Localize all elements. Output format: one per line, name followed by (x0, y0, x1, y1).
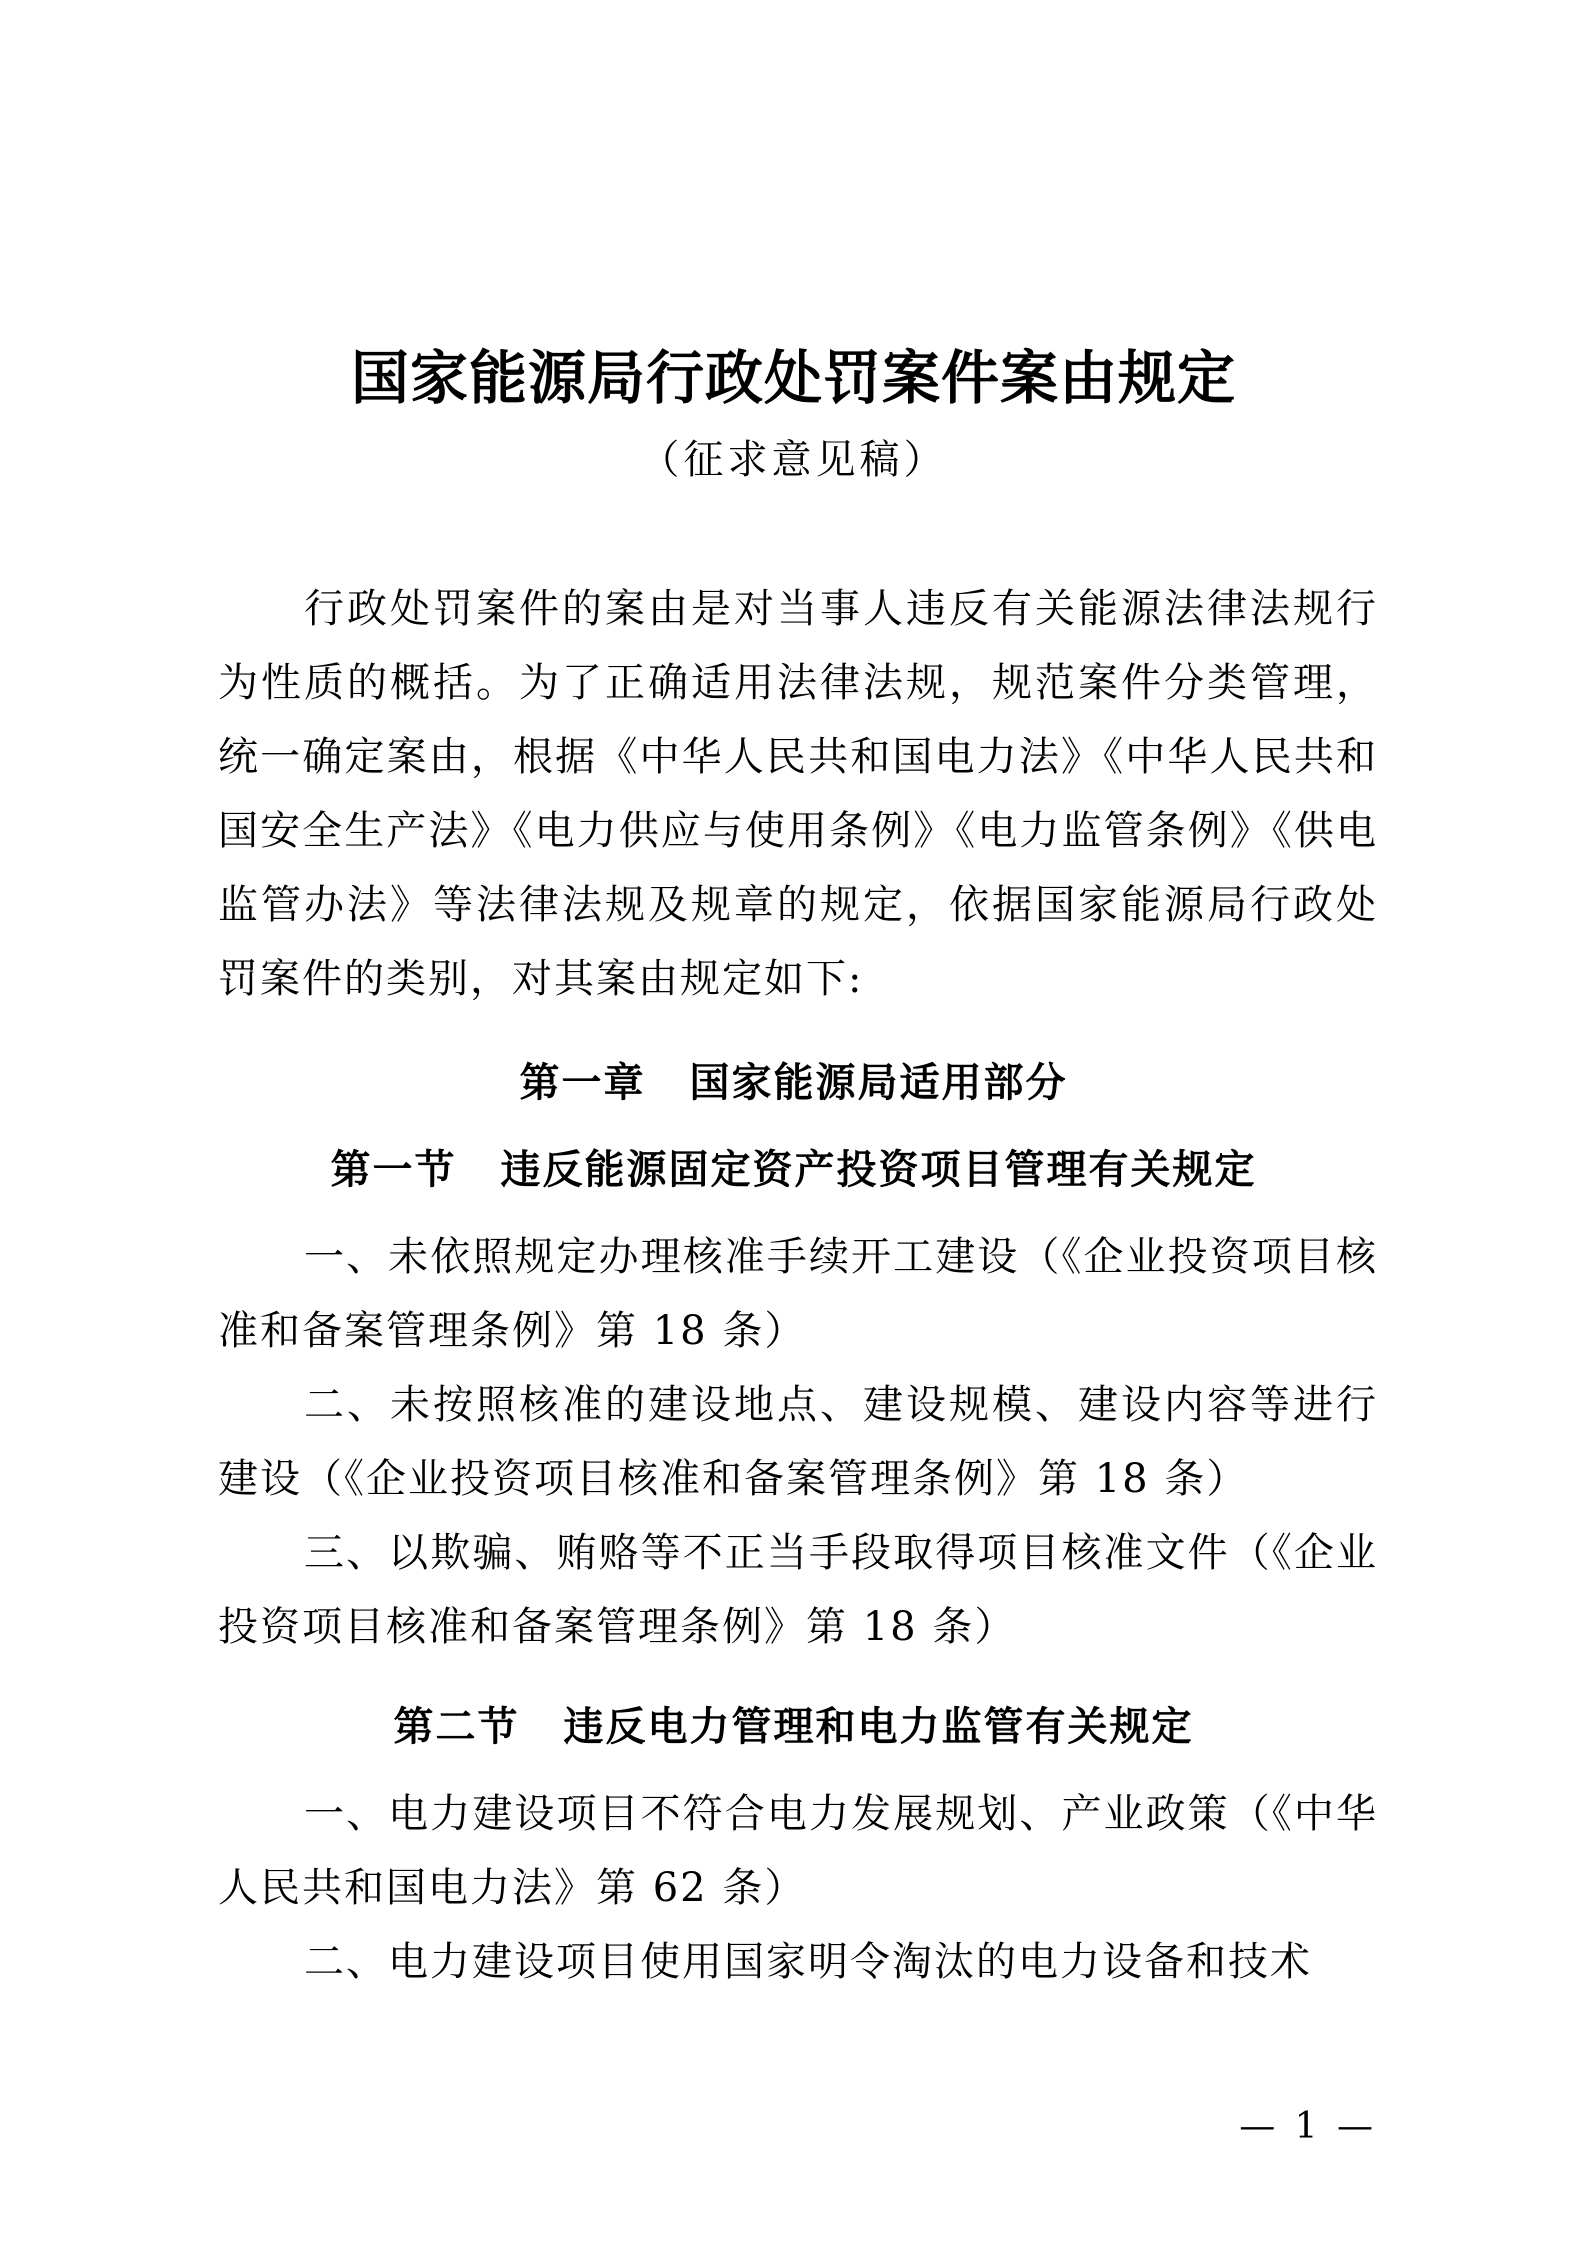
section-label: 第二节 (393, 1703, 520, 1750)
list-item: 三、以欺骗、贿赂等不正当手段取得项目核准文件（《企业投资项目核准和备案管理条例》第 18 条） (218, 1530, 1378, 1650)
chapter-label: 第一章 (519, 1060, 646, 1106)
section-title: 违反电力管理和电力监管有关规定 (563, 1703, 1194, 1750)
list-item: 二、电力建设项目使用国家明令淘汰的电力设备和技术 (304, 1939, 1312, 1985)
chapter-title: 国家能源局适用部分 (689, 1060, 1068, 1106)
document-subtitle: （征求意见稿） (639, 437, 948, 483)
list-item: 一、未依照规定办理核准手续开工建设（《企业投资项目核准和备案管理条例》第 18 条） (218, 1234, 1378, 1354)
section-label: 第一节 (330, 1146, 457, 1193)
chapter-heading (0, 1046, 1587, 1120)
intro-paragraph: 行政处罚案件的案由是对当事人违反有关能源法律法规行为性质的概括。为了正确适用法律法规，规范案件分类管理，统一确定案由，根据《中华人民共和国电力法》《中华人民共和国安全生产法》《电力供应与使用条例》《电力监管条例》《供电监管办法》等法律法规及规章的规定，依据国家能源局行政处罚案件的类别，对其案由规定如下: (218, 586, 1378, 1002)
list-item: 一、电力建设项目不符合电力发展规划、产业政策（《中华人民共和国电力法》第 62 条） (218, 1791, 1378, 1911)
section-heading-1 (0, 1133, 1587, 1207)
section-title: 违反能源固定资产投资项目管理有关规定 (500, 1146, 1257, 1193)
list-item: 二、未按照核准的建设地点、建设规模、建设内容等进行建设（《企业投资项目核准和备案管理条例》第 18 条） (218, 1382, 1378, 1502)
section-heading-2 (0, 1690, 1587, 1764)
document-title: 国家能源局行政处罚案件案由规定 (350, 344, 1236, 412)
page-number: — 1 — (1239, 2106, 1377, 2147)
